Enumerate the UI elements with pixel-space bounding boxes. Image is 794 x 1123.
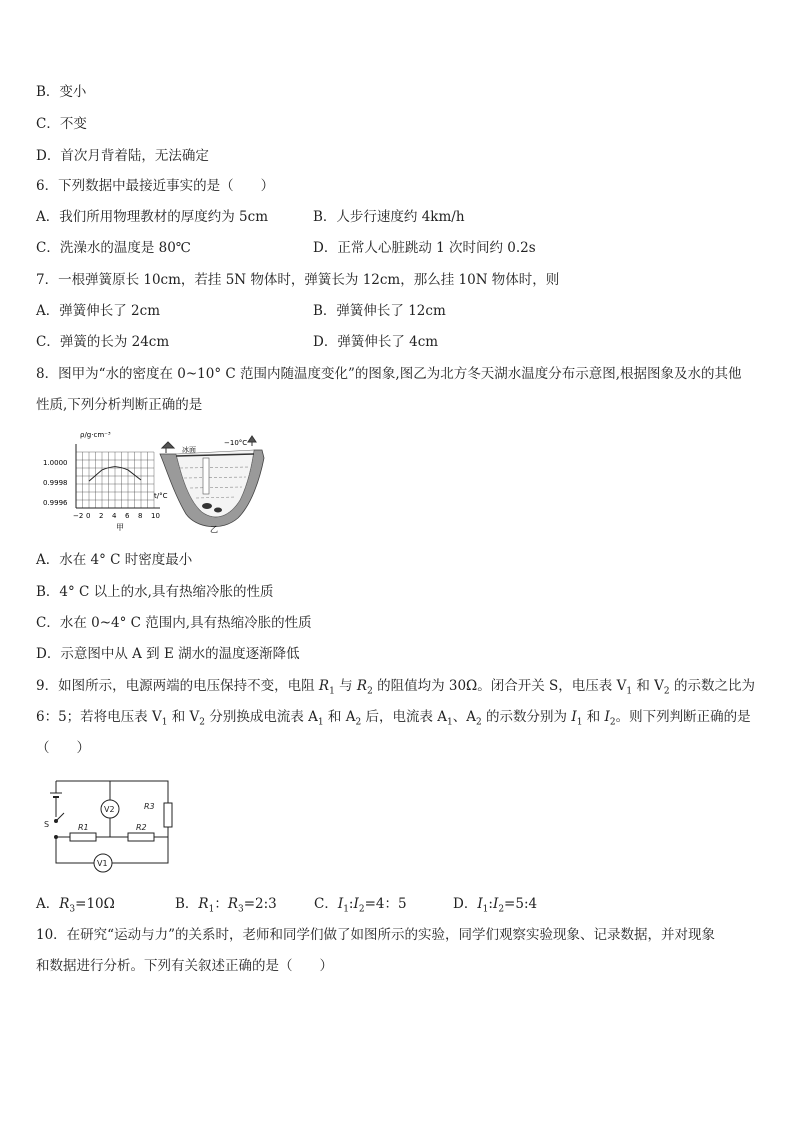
q7-option-b: B．弹簧伸长了 12cm (313, 303, 446, 319)
x-tick-label: −2 (73, 512, 84, 520)
q6-option-c: C．洗澡水的温度是 80℃ (36, 240, 191, 256)
q10-stem-line1: 10．在研究“运动与力”的关系时，老师和同学们做了如图所示的实验，同学们观察实验现象、记录数据，并对现象 (36, 927, 715, 943)
q9-option-b: B．$R_1$：$R_3=2:3$ (175, 896, 277, 915)
circuit-svg (40, 775, 180, 880)
x-tick-label: 8 (138, 512, 143, 520)
v2-label: V2 (104, 805, 115, 814)
q9-option-a: A．$R_3=10\Omega$ (36, 896, 115, 915)
q10-stem-line2: 和数据进行分析。下列有关叙述正确的是（ ） (36, 958, 333, 974)
q6-option-a: A．我们所用物理教材的厚度约为 5cm (36, 209, 268, 225)
q8-option-b: B．4° C 以上的水,具有热缩冷胀的性质 (36, 584, 274, 600)
thermometer-column (203, 458, 209, 494)
q7-option-a: A．弹簧伸长了 2cm (36, 303, 160, 319)
q7-option-d: D．弹簧伸长了 4cm (313, 334, 439, 350)
q9-stem-line2: 6：5；若将电压表 $V_1$ 和 $V_2$ 分别换成电流表 $A_1$ 和 $A_2$ 后，电流表 $A_1$、$A_2$ 的示数分别为 $I_1$ 和 $I_2$。则下列判断正确的是 (36, 709, 751, 728)
x-tick-label: 10 (151, 512, 160, 520)
switch-blade (56, 813, 64, 821)
q8-option-d: D．示意图中从 A 到 E 湖水的温度逐渐降低 (36, 646, 300, 662)
q9-option-d: D．$I_1:I_2=5:4$ (453, 896, 538, 915)
q8-stem-line2: 性质,下列分析判断正确的是 (36, 397, 203, 413)
q5-option-b: B．变小 (36, 84, 87, 100)
q6-stem: 6．下列数据中最接近事实的是（ ） (36, 178, 275, 194)
x-tick-label: 0 (86, 512, 91, 520)
lake-diagram (160, 436, 264, 534)
wire-top (56, 781, 168, 803)
q8-option-a: A．水在 4° C 时密度最小 (36, 552, 193, 568)
q9-answer-bracket: （ ） (36, 740, 90, 756)
resistor-r3 (164, 803, 172, 827)
wire-mid-right (154, 827, 168, 837)
q5-option-c: C．不变 (36, 116, 87, 132)
wire-right-bottom (116, 827, 168, 863)
x-tick-label: 4 (112, 512, 117, 520)
ice-label: 冰面 (182, 446, 196, 454)
r1-label: R1 (78, 823, 89, 832)
figure-q8 (40, 428, 280, 536)
caption-jia: 甲 (116, 523, 124, 532)
fish-icon-2 (214, 508, 222, 513)
figure-q8-svg (40, 428, 280, 536)
x-tick-labels (73, 512, 160, 520)
r2-label: R2 (136, 823, 147, 832)
y-tick-top: 1.0000 (43, 459, 68, 467)
tree-icon-left (162, 442, 174, 453)
resistor-r1 (70, 833, 96, 841)
caption-yi: 乙 (210, 525, 218, 534)
q6-option-d: D．正常人心脏跳动 1 次时间约 0.2s (313, 240, 536, 256)
q7-option-c: C．弹簧的长为 24cm (36, 334, 170, 350)
y-tick-bottom: 0.9996 (43, 499, 68, 507)
resistor-r2 (128, 833, 154, 841)
q8-option-c: C．水在 0~4° C 范围内,具有热缩冷胀的性质 (36, 615, 312, 631)
q8-stem-line1: 8．图甲为“水的密度在 0~10° C 范围内随温度变化”的图象,图乙为北方冬天湖水温度分布示意图,根据图象及水的其他 (36, 366, 742, 382)
x-axis-label: t/°C (154, 492, 168, 500)
y-axis-label: ρ/g·cm⁻³ (80, 431, 111, 439)
switch-label: S (44, 820, 50, 829)
density-chart (43, 431, 168, 532)
x-tick-label: 2 (99, 512, 104, 520)
air-temp-label: −10°C (224, 439, 248, 447)
chart-grid (76, 444, 160, 508)
y-tick-mid: 0.9998 (43, 479, 68, 487)
r3-label: R3 (144, 802, 155, 811)
v1-label: V1 (97, 859, 108, 868)
fish-icon (202, 503, 212, 509)
x-tick-label: 6 (125, 512, 130, 520)
tree-icon-right (248, 436, 256, 446)
q6-option-b: B．人步行速度约 4km/h (313, 209, 465, 225)
q7-stem: 7．一根弹簧原长 10cm，若挂 5N 物体时，弹簧长为 12cm，那么挂 10N 物体时，则 (36, 272, 560, 288)
q9-option-c: C．$I_1:I_2=4$：5 (314, 896, 407, 915)
q5-option-d: D．首次月背着陆，无法确定 (36, 148, 209, 164)
figure-q9-circuit (40, 775, 180, 880)
q9-stem-line1: 9．如图所示，电源两端的电压保持不变，电阻 $R_1$ 与 $R_2$ 的阻值均为 30Ω。闭合开关 S，电压表 $V_1$ 和 $V_2$ 的示数之比为 (36, 678, 755, 697)
